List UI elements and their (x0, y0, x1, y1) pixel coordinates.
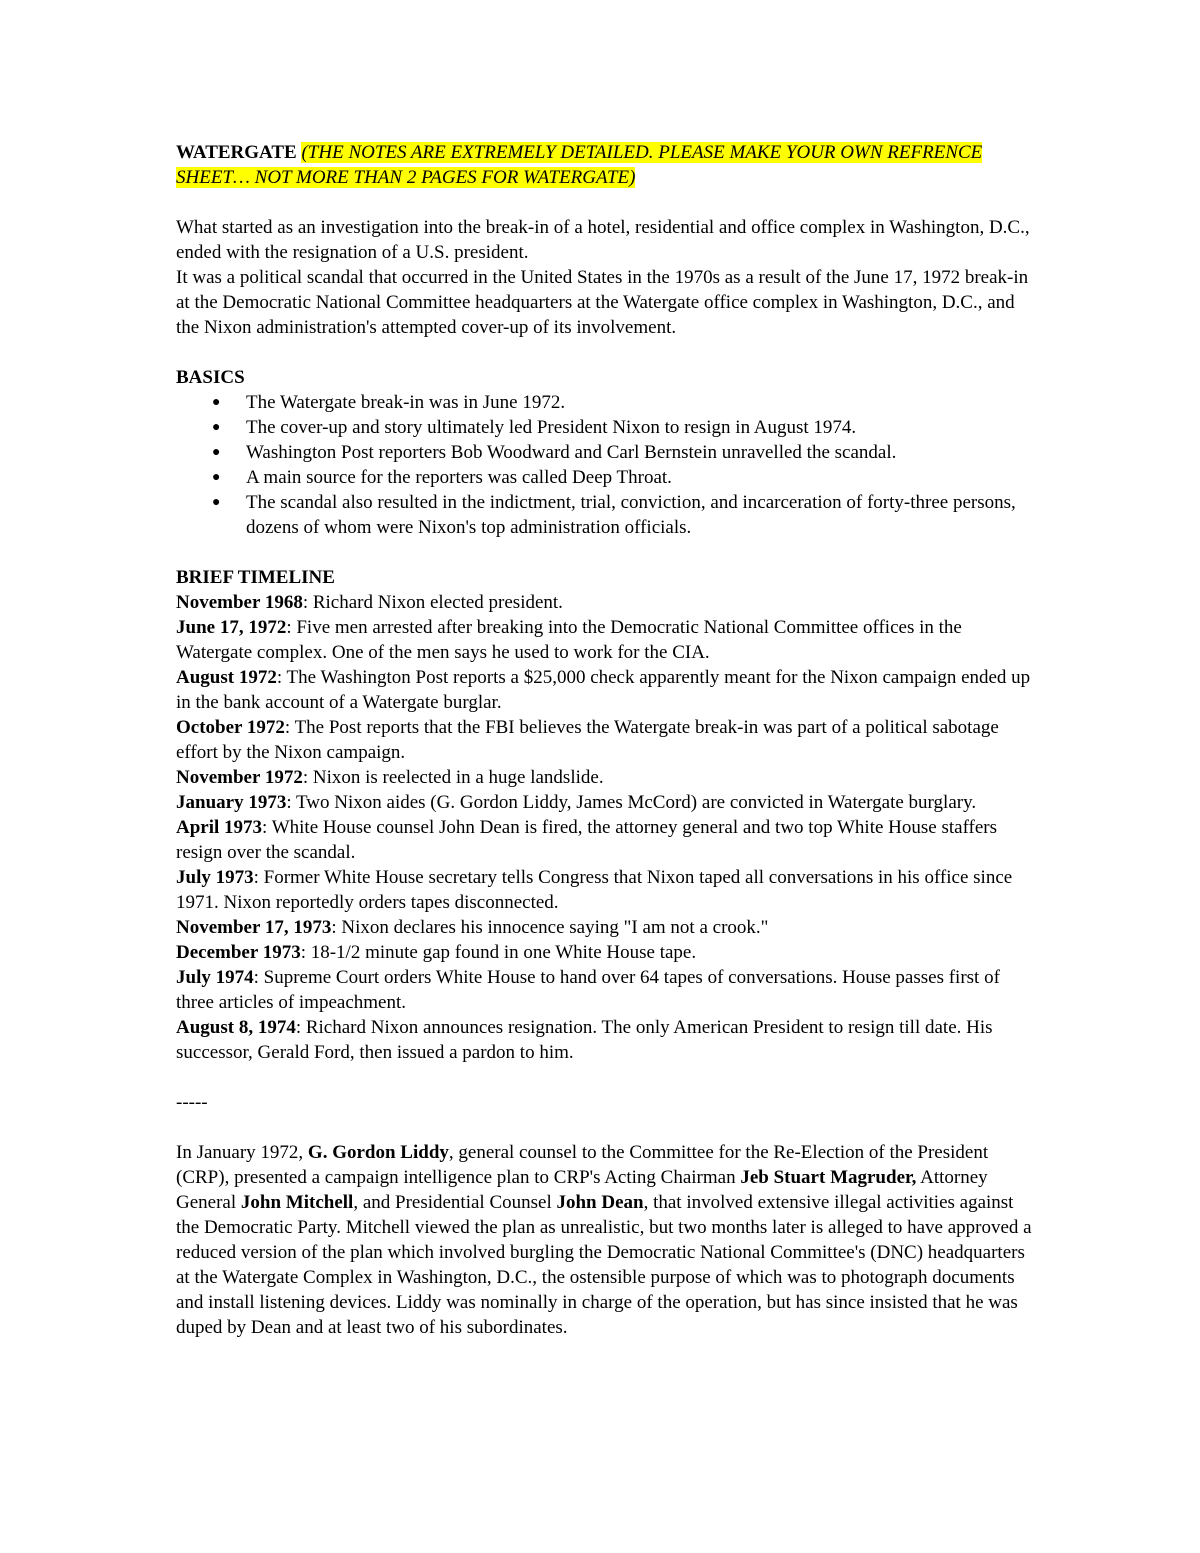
timeline-date: November 1972 (176, 767, 303, 788)
timeline-entry (176, 615, 1036, 665)
basics-heading: BASICS (176, 367, 245, 388)
name-highlight: Jeb Stuart Magruder, (740, 1167, 917, 1188)
document-page (176, 140, 1036, 1340)
timeline-entry (176, 590, 1036, 615)
timeline-date: August 8, 1974 (176, 1017, 296, 1038)
timeline-entry (176, 765, 1036, 790)
timeline-heading: BRIEF TIMELINE (176, 567, 335, 588)
list-item: ● The Watergate break-in was in June 1972. (212, 392, 566, 413)
timeline-date: July 1973 (176, 867, 254, 888)
timeline-date: June 17, 1972 (176, 617, 287, 638)
timeline-text: : Two Nixon aides (G. Gordon Liddy, James McCord) are convicted in Watergate burglary. (286, 792, 977, 813)
timeline-text: : The Washington Post reports a $25,000 check apparently meant for the Nixon campaign ended up in the bank account of a Watergate burglar. (176, 667, 1031, 713)
timeline-date: December 1973 (176, 942, 301, 963)
title-main: WATERGATE (176, 142, 297, 163)
title-highlighted-note: (THE NOTES ARE EXTREMELY DETAILED. PLEASE MAKE YOUR OWN REFRENCE SHEET… NOT MORE THAN 2 PAGES FOR WATERGATE) (176, 142, 983, 188)
list-item: ● Washington Post reporters Bob Woodward and Carl Bernstein unravelled the scandal. (212, 442, 897, 463)
timeline-date: November 1968 (176, 592, 303, 613)
bullet-icon: ● (212, 445, 221, 460)
spacer (176, 340, 1036, 365)
spacer (176, 540, 1036, 565)
name-highlight: G. Gordon Liddy (307, 1142, 449, 1163)
timeline-entry (176, 665, 1036, 715)
basics-list (176, 390, 1036, 540)
timeline-entry (176, 865, 1036, 915)
timeline-text: : 18-1/2 minute gap found in one White House tape. (300, 942, 697, 963)
timeline-entry (176, 815, 1036, 865)
bullet-icon: ● (212, 470, 221, 485)
intro-paragraph-1: What started as an investigation into the break-in of a hotel, residential and office complex in Washington, D.C., ended with the resignation of a U.S. president. (176, 217, 1030, 263)
intro-paragraph-2: It was a political scandal that occurred in the United States in the 1970s as a result of the June 17, 1972 break-in at the Democratic National Committee headquarters at the Watergate office complex in Washington, D.C., and the Nixon administration's attempted cover-up of its involvement. (176, 267, 1029, 338)
spacer (176, 1065, 1036, 1090)
timeline-entry (176, 1015, 1036, 1065)
timeline-date: November 17, 1973 (176, 917, 332, 938)
timeline-entry (176, 915, 1036, 940)
list-item: ● A main source for the reporters was called Deep Throat. (212, 467, 672, 488)
list-item: ● The scandal also resulted in the indictment, trial, conviction, and incarceration of forty-three persons, dozens of whom were Nixon's top administration officials. (212, 492, 1016, 538)
timeline-text: : White House counsel John Dean is fired, the attorney general and two top White House staffers resign over the scandal. (176, 817, 998, 863)
timeline-text: : Richard Nixon elected president. (302, 592, 563, 613)
section-separator: ----- (176, 1092, 208, 1113)
name-highlight: John Mitchell (240, 1192, 354, 1213)
timeline-date: July 1974 (176, 967, 254, 988)
timeline-entry (176, 715, 1036, 765)
timeline-date: April 1973 (176, 817, 263, 838)
closing-paragraph: In January 1972, G. Gordon Liddy, general counsel to the Committee for the Re-Election of the President (CRP), presented a campaign intelligence plan to CRP's Acting Chairman Jeb Stuart Magruder, Attorney General John Mitchell, and Presidential Counsel John Dean, that involved extensive illegal activities against the Democratic Party. Mitchell viewed the plan as unrealistic, but two months later is alleged to have approved a reduced version of the plan which involved burgling the Democratic National Committee's (DNC) headquarters at the Watergate Complex in Washington, D.C., the ostensible purpose of which was to photograph documents and install listening devices. Liddy was nominally in charge of the operation, but has since insisted that he was duped by Dean and at least two of his subordinates. (176, 1142, 1032, 1338)
bullet-icon: ● (212, 495, 221, 510)
timeline-text: : The Post reports that the FBI believes the Watergate break-in was part of a political sabotage effort by the Nixon campaign. (176, 717, 999, 763)
timeline-text: : Richard Nixon announces resignation. The only American President to resign till date. His successor, Gerald Ford, then issued a pardon to him. (176, 1017, 993, 1063)
timeline-entry (176, 940, 1036, 965)
timeline-text: : Five men arrested after breaking into the Democratic National Committee offices in the Watergate complex. One of the men says he used to work for the CIA. (176, 617, 962, 663)
timeline-date: August 1972 (176, 667, 277, 688)
document-title (176, 140, 1036, 190)
timeline-text: : Supreme Court orders White House to hand over 64 tapes of conversations. House passes first of three articles of impeachment. (176, 967, 1000, 1013)
timeline-text: : Nixon is reelected in a huge landslide. (302, 767, 604, 788)
spacer (176, 1115, 1036, 1140)
timeline-text: : Nixon declares his innocence saying "I am not a crook." (331, 917, 769, 938)
timeline-entry (176, 790, 1036, 815)
timeline-date: October 1972 (176, 717, 285, 738)
list-item: ● The cover-up and story ultimately led President Nixon to resign in August 1974. (212, 417, 857, 438)
name-highlight: John Dean (556, 1192, 644, 1213)
bullet-icon: ● (212, 420, 221, 435)
timeline-entry (176, 965, 1036, 1015)
bullet-icon: ● (212, 395, 221, 410)
timeline-text: : Former White House secretary tells Congress that Nixon taped all conversations in his office since 1971. Nixon reportedly orders tapes disconnected. (176, 867, 1013, 913)
spacer (176, 190, 1036, 215)
timeline-date: January 1973 (176, 792, 287, 813)
